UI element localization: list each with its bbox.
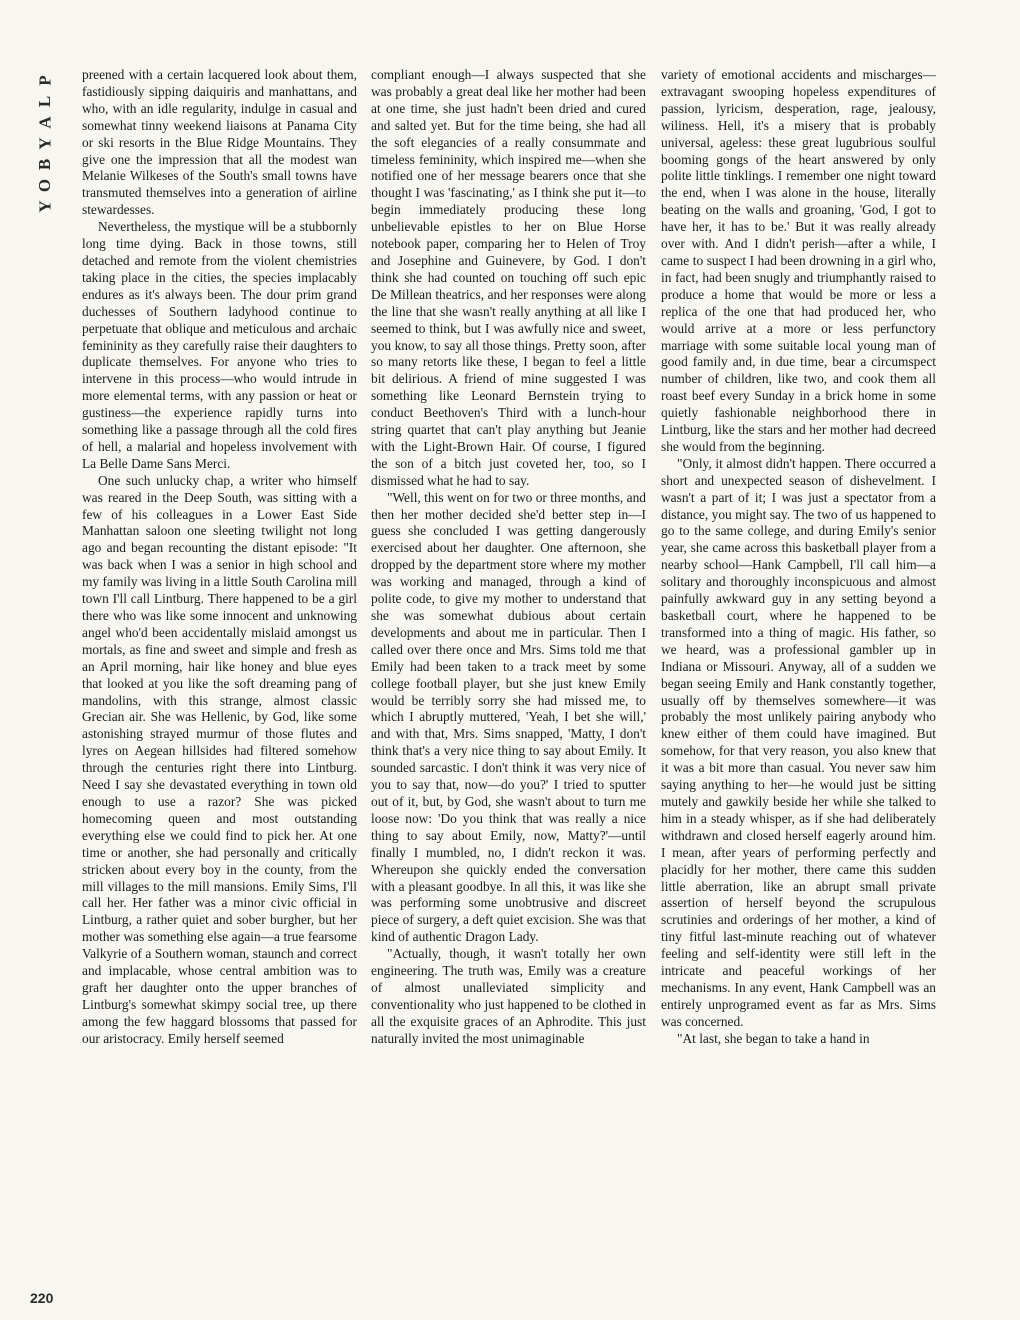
masthead-letter: Y [35,200,55,213]
masthead-letter: B [35,158,55,171]
page-number: 220 [30,1290,54,1306]
paragraph: Nevertheless, the mystique will be a stubbornly long time dying. Back in those towns, still detached and remote from the violent chemistries taking place in the cities, the species implacably endures as it's always been. The dour prim grand duchesses of Southern ladyhood continue to perpetuate that oblique and meticulous and archaic femininity as they carefully raise their daughters to duplicate themselves. For anyone who tries to intervene in this process—who would intrude in more elemental terms, with any passion or heat or gustiness—the experience rapidly turns into something like a passage through all the cold fires of hell, a malarial and hopeless involvement with La Belle Dame Sans Merci. [82,219,357,471]
paragraph: One such unlucky chap, a writer who himself was reared in the Deep South, was sitting with a few of his colleagues in a Lower East Side Manhattan saloon one sleeting twilight not long ago and began recounting the distant episode: "It was back when I was a senior in high school and my family was living in a little South Carolina mill town I'll call Lintburg. There happened to be a girl there who was like some innocent and unknowing angel who'd been accidentally mislaid amongst us mortals, as fine and sweet and simple and fresh as an April morning, hair like honey and blue eyes that looked at you like the soft dreaming pang of mandolins, with this strange, almost classic Grecian air. She was Hellenic, by God, like some astonishing strayed murmur of those flutes and lyres on Aegean hillsides had filtered somehow through the centuries right there into Lintburg. Need I say she devastated everything in town old enough to use a razor? She was picked homecoming queen and most outstanding everything else we could find to pick her. At one time or another, she had personally and critically stricken about every boy in the county, from the mill villages to the mill mansions. Emily Sims, I'll call her. Her father was a minor civic official in Lintburg, a rather quiet and sober burgher, but her mother was something else again—a true fearsome Valkyrie of a Southern woman, staunch and correct and implacable, whose central ambition was to graft her daughter onto the upper branches of Lintburg's somewhat skimpy social tree, up there among the few haggard blossoms that passed for our aristocracy. Emily herself seemed [82,472,357,1046]
paragraph: variety of emotional accidents and mischarges—extravagant swooping hopeless expenditures of passion, lyricism, desperation, rage, jealousy, wiliness. Hell, it's a misery that is probably universal, ageless: these great lugubrious soulful booming gongs of the heart answered by only polite little tinklings. I remember one night toward the end, when I was alone in the house, literally beating on the walls and groaning, 'God, I got to have her, it has to be.' But it was really already over with. And I didn't perish—after a while, I came to suspect I had been drowning in a girl who, in fact, had been snugly and triumphantly raised to produce a home that would be more or less a replica of the one that had produced her, who would arrive at a more or less perfunctory marriage with some suitable local young man of good family and, in due time, bear a circumspect number of children, like two, and cook them all roast beef every Sunday in a brick home in some quietly fashionable neighborhood there in Lintburg, like the stars and her mother had decreed she would from the beginning. [661,67,936,454]
text-column-1 [82,67,357,1302]
magazine-masthead [34,70,56,217]
paragraph: compliant enough—I always suspected that she was probably a great deal like her mother had been at one time, she just hadn't been dried and cured and salted yet. But for the time being, she had all the soft elegancies of a really consummate and timeless femininity, which inspired me—when she notified one of her message bearers once that she thought I was 'fascinating,' as I think she put it—to begin immediately producing these long unbelievable epistles to her on Blue Horse notebook paper, comparing her to Helen of Troy and Josephine and Guinevere, by God. I don't think she had counted on touching off such epic De Millean theatrics, and her responses were along the line that she wasn't really anything at all like I seemed to think, but I was awfully nice and sweet, you know, to say all those things. Pretty soon, after so many retorts like these, I began to feel a little bit delirious. A friend of mine suggested I was something like Leonard Bernstein trying to conduct Beethoven's Third with a lunch-hour string quartet that can't play anything but Jeanie with the Light-Brown Hair. Of course, I figured the son of a bitch just coveted her, too, so I dismissed what he had to say. [371,67,646,488]
text-column-3 [661,67,936,1302]
masthead-letter: O [35,178,55,193]
masthead-letter: Y [35,137,55,150]
text-column-2 [371,67,646,1302]
paragraph: "At last, she began to take a hand in [677,1030,870,1046]
paragraph: "Actually, though, it wasn't totally her own engineering. The truth was, Emily was a creature of almost unalleviated simplicity and conventionality who just happened to be clothed in all the exquisite graces of an Aphrodite. This just naturally invited the most unimaginable [371,946,646,1046]
paragraph: "Only, it almost didn't happen. There occurred a short and unexpected season of dishevelment. I wasn't a part of it; I was just a spectator from a distance, you might say. The two of us happened to go to the same college, and during Emily's senior year, she came across this basketball player from a nearby school—Hank Campbell, I'll call him—a solitary and thoroughly inconspicuous and almost painfully awkward guy in any setting beyond a basketball court, where he happened to be transformed into a thing of magic. His father, so we heard, was a professional gambler up in Indiana or Missouri. Anyway, all of a sudden we began seeing Emily and Hank constantly together, usually off by themselves somewhere—it was probably the most unlikely pairing anybody who knew either of them could have imagined. But somehow, for that very reason, you also knew that it was a bit more than casual. You never saw him saying anything to her—he would just be sitting mutely and gawkily beside her while she talked to him in a steady whisper, as if she had deliberately withdrawn and closed herself eagerly around him. I mean, after years of performing perfectly and placidly for her mother, there came this sudden little aberration, like an abrupt small private assertion of herself beyond the scrupulous scrutinies and orderings of her mother, a kind of tiny fitful last-minute reaching out of whatever feeling and self-identity were still left in the intricate and peaceful workings of her mechanisms. In any event, Hank Campbell was an entirely unprogramed event as far as Mrs. Sims was concerned. [661,455,936,1029]
masthead-letter: P [35,75,55,86]
paragraph: preened with a certain lacquered look about them, fastidiously sipping daiquiris and manhattans, and who, with an idle regularity, indulge in casual and somewhat tinny weekend liaisons at Panama City or ski resorts in the Blue Ridge Mountains. They give one the impression that all the modest wan Melanie Wilkeses of the South's small towns have transmuted themselves into a generation of airline stewardesses. [82,67,357,218]
paragraph: "Well, this went on for two or three months, and then her mother decided she'd better step in—I guess she concluded I was getting dangerously exercised about her daughter. One afternoon, she dropped by the department store where my mother was working and managed, through a kind of polite code, to give my mother to understand that she was somewhat dubious about certain developments and about me in particular. Then I called over there once and Mrs. Sims told me that Emily had been taken to a track meet by some college football player, but she just knew Emily would be terribly sorry she had missed me, to which I abruptly muttered, 'Yeah, I bet she will,' and with that, Mrs. Sims snapped, 'Matty, I don't think that's a very nice thing to say about Emily. It sounded sarcastic. I don't think it was very nice of you to say that, now—do you?' I tried to sputter out of it, but, by God, she wasn't about to turn me loose now: 'Do you think that was really a nice thing to say about Emily, now, Matty?'—until finally I mumbled, no, I didn't reckon it was. Whereupon she quickly ended the conversation with a pleasant goodbye. In all this, it was like she was performing some unobtrusive and discreet piece of surgery, a deft quiet excision. She was that kind of authentic Dragon Lady. [371,489,646,945]
masthead-letter: A [35,116,55,129]
masthead-letter: L [35,95,55,108]
